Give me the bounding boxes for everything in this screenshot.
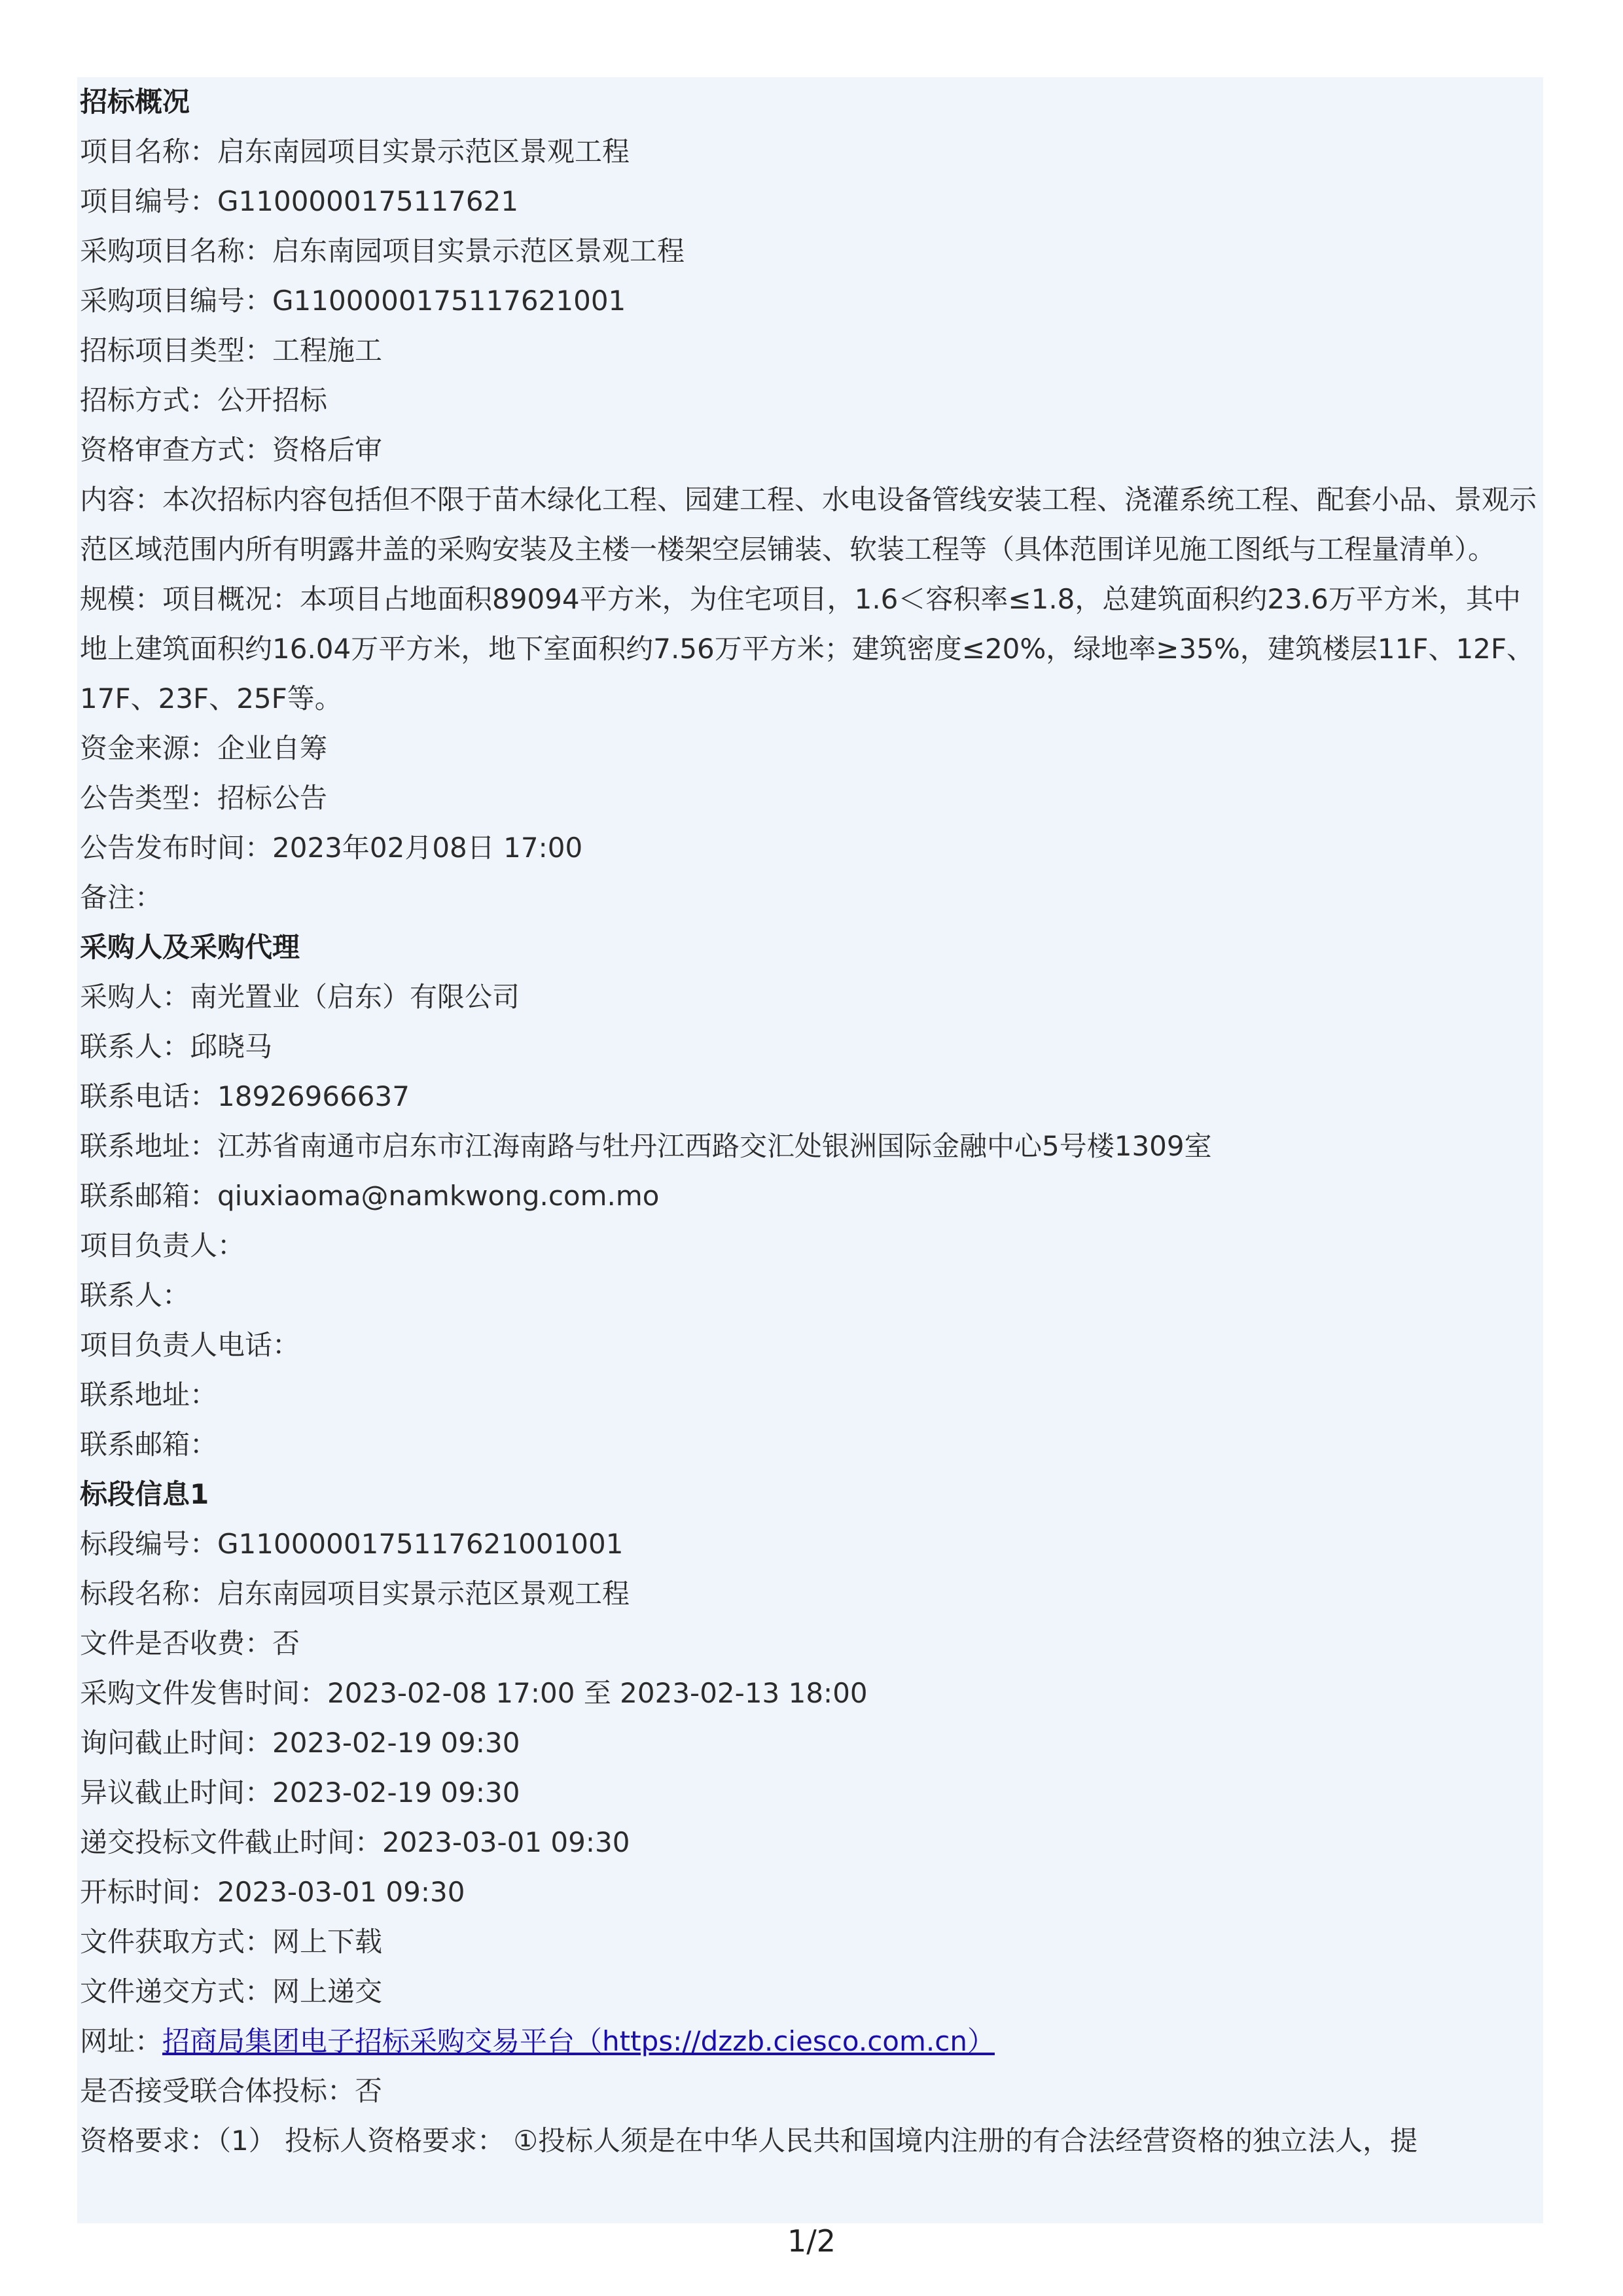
section-heading-purchaser: 采购人及采购代理 [80,931,300,963]
purchase-project-number: 采购项目编号：G1100000175117621001 [80,285,626,317]
document-sale-period: 采购文件发售时间：2023-02-08 17:00 至 2023-02-13 18:00 [80,1677,868,1709]
website-row [80,2017,1539,2066]
project-manager-phone: 项目负责人电话： [80,1329,300,1361]
inquiry-deadline: 询问截止时间：2023-02-19 09:30 [80,1727,520,1759]
project-number: 项目编号：G1100000175117621 [80,185,519,217]
bid-opening-time: 开标时间：2023-03-01 09:30 [80,1876,465,1908]
lot-number: 标段编号：G1100000175117621001001 [80,1528,624,1560]
contact-address: 联系地址：江苏省南通市启东市江海南路与牡丹江西路交汇处银洲国际金融中心5号楼1309室 [80,1130,1212,1162]
page-number: 1/2 [787,2223,836,2259]
website-label: 网址： [80,2025,163,2057]
document-acquisition-method: 文件获取方式：网上下载 [80,1926,383,1958]
consortium-bidding: 是否接受联合体投标：否 [80,2075,383,2107]
tender-project-type: 招标项目类型：工程施工 [80,334,383,366]
qualification-review-method: 资格审查方式：资格后审 [80,434,383,466]
announcement-type: 公告类型：招标公告 [80,782,328,814]
document-submission-method: 文件递交方式：网上递交 [80,1975,383,2007]
purchase-project-name: 采购项目名称：启东南园项目实景示范区景观工程 [80,235,685,267]
project-manager: 项目负责人： [80,1229,245,1262]
document-content [80,77,1539,2166]
tender-content: 内容：本次招标内容包括但不限于苗木绿化工程、园建工程、水电设备管线安装工程、浇灌系统工程、配套小品、景观示范区域范围内所有明露井盖的采购安装及主楼一楼架空层铺装、软装工程等（具体范围详见施工图纸与工程量清单）。 [80,484,1537,565]
bid-submission-deadline: 递交投标文件截止时间：2023-03-01 09:30 [80,1826,630,1858]
project-scale: 规模：项目概况：本项目占地面积89094平方米，为住宅项目，1.6＜容积率≤1.8，总建筑面积约23.6万平方米，其中地上建筑面积约16.04万平方米，地下室面积约7.56万平方米；建筑密度≤20%，绿地率≥35%，建筑楼层11F、12F、17F、23F、25F等。 [80,583,1535,715]
lot-name: 标段名称：启东南园项目实景示范区景观工程 [80,1578,630,1610]
document-fee: 文件是否收费：否 [80,1627,300,1659]
contact-person: 联系人：邱晓马 [80,1031,273,1063]
platform-link[interactable]: 招商局集团电子招标采购交易平台（https://dzzb.ciesco.com.cn） [162,2025,995,2057]
agent-contact-person: 联系人： [80,1279,190,1311]
funding-source: 资金来源：企业自筹 [80,732,328,764]
tender-method: 招标方式：公开招标 [80,384,328,416]
project-name: 项目名称：启东南园项目实景示范区景观工程 [80,135,630,168]
agent-contact-address: 联系地址： [80,1379,218,1411]
publish-time: 公告发布时间：2023年02月08日 17:00 [80,832,583,864]
contact-email: 联系邮箱：qiuxiaoma@namkwong.com.mo [80,1180,660,1212]
agent-contact-email: 联系邮箱： [80,1428,218,1460]
objection-deadline: 异议截止时间：2023-02-19 09:30 [80,1776,520,1809]
qualification-requirements: 资格要求：（1） 投标人资格要求： ①投标人须是在中华人民共和国境内注册的有合法经营资格的独立法人，提 [80,2125,1418,2157]
purchaser-name: 采购人：南光置业（启东）有限公司 [80,981,520,1013]
contact-phone: 联系电话：18926966637 [80,1080,410,1112]
section-heading-lot: 标段信息1 [80,1478,209,1510]
section-heading-overview: 招标概况 [80,86,190,118]
remarks: 备注： [80,881,163,913]
